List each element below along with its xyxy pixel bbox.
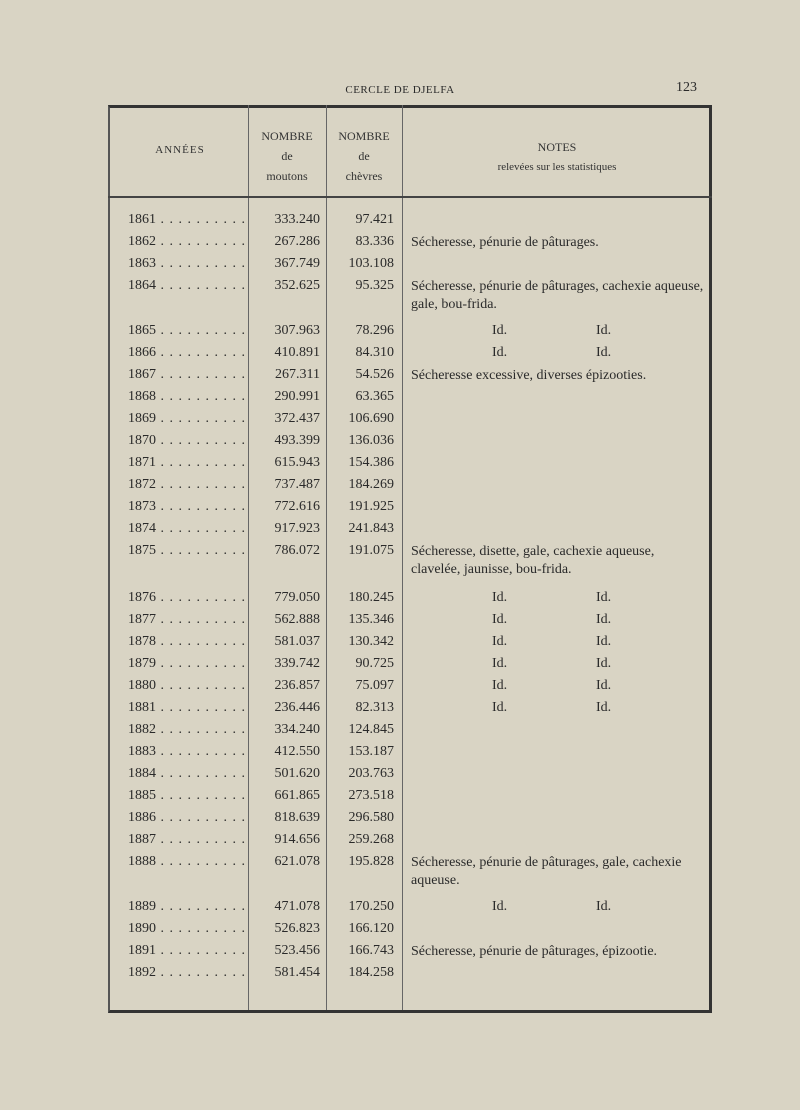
year-cell: 1890 . . . [128,921,246,937]
year-cell: 1886 . . . [128,810,246,826]
column-header-line: de [281,149,293,163]
column-header-line: relevées sur les statistiques [497,161,617,173]
note-cell: Sécheresse, disette, gale, cachexie aqueuse, clavelée, jaunisse, bou-frida. [411,544,655,577]
column-header-line: de [358,149,370,163]
table-row [0,234,800,256]
table-row [0,943,800,965]
year-cell: 1887 . . . [128,832,246,848]
moutons-cell: 818.639 [274,810,320,825]
note-ditto-cell: Id. [492,590,508,605]
moutons-cell: 410.891 [274,345,320,360]
year-cell: 1864 . . . [128,278,246,294]
column-header-annees: ANNÉES [155,144,205,156]
table-row [0,212,800,234]
table-row [0,700,800,722]
table-row [0,477,800,499]
year-cell: 1871 . . . [128,455,246,471]
moutons-cell: 914.656 [274,832,320,847]
note-ditto-cell: Id. [596,678,612,693]
chevres-cell: 166.743 [348,943,394,958]
note-ditto-cell: Id. [492,678,508,693]
chevres-cell: 103.108 [348,256,394,271]
chevres-cell: 259.268 [348,832,394,847]
moutons-cell: 267.311 [275,367,320,382]
chevres-cell: 78.296 [355,323,394,338]
chevres-cell: 90.725 [355,656,394,671]
chevres-cell: 273.518 [348,788,394,803]
year-cell: 1874 . . . [128,521,246,537]
year-cell: 1868 . . . [128,389,246,405]
note-ditto-cell: Id. [492,345,508,360]
chevres-cell: 97.421 [355,212,394,227]
chevres-cell: 54.526 [355,367,394,382]
year-cell: 1888 . . . [128,854,246,870]
note-ditto-cell: Id. [596,345,612,360]
table-row [0,433,800,455]
note-cell: Sécheresse, pénurie de pâturages. [411,235,599,250]
note-cell: Sécheresse, pénurie de pâturages, gale, cachexie aqueuse. [411,855,682,888]
year-cell: 1867 . . . [128,367,246,383]
note-ditto-cell: Id. [596,700,612,715]
moutons-cell: 621.078 [274,854,320,869]
table-row [0,278,800,312]
note-ditto-cell: Id. [596,323,612,338]
moutons-cell: 307.963 [274,323,320,338]
moutons-cell: 367.749 [274,256,320,271]
moutons-cell: 661.865 [274,788,320,803]
chevres-cell: 130.342 [348,634,394,649]
chevres-cell: 75.097 [355,678,394,693]
chevres-cell: 191.075 [348,543,394,558]
chevres-cell: 203.763 [348,766,394,781]
table-row [0,256,800,278]
chevres-cell: 83.336 [355,234,394,249]
year-cell: 1889 . . . [128,899,246,915]
note-ditto-cell: Id. [492,899,508,914]
year-cell: 1883 . . . [128,744,246,760]
year-cell: 1862 . . . [128,234,246,250]
table-row [0,766,800,788]
moutons-cell: 737.487 [274,477,320,492]
moutons-cell: 471.078 [274,899,320,914]
table-row [0,455,800,477]
chevres-cell: 170.250 [348,899,394,914]
table-row [0,788,800,810]
note-cell: Sécheresse, pénurie de pâturages, cachexie aqueuse, gale, bou-frida. [411,279,704,312]
page-header-title: CERCLE DE DJELFA [345,84,455,96]
table-row [0,965,800,987]
moutons-cell: 236.446 [274,700,320,715]
table-row [0,612,800,634]
year-cell: 1881 . . . [128,700,246,716]
moutons-cell: 339.742 [274,656,320,671]
moutons-cell: 493.399 [274,433,320,448]
moutons-cell: 267.286 [274,234,320,249]
moutons-cell: 562.888 [274,612,320,627]
year-cell: 1884 . . . [128,766,246,782]
chevres-cell: 106.690 [348,411,394,426]
note-ditto-cell: Id. [596,899,612,914]
year-cell: 1873 . . . [128,499,246,515]
year-cell: 1875 . . . [128,543,246,559]
note-ditto-cell: Id. [596,634,612,649]
note-cell: Sécheresse excessive, diverses épizooties. [411,368,647,383]
moutons-cell: 352.625 [274,278,320,293]
chevres-cell: 135.346 [348,612,394,627]
column-header-moutons [248,126,326,186]
chevres-cell: 82.313 [355,700,394,715]
table-row [0,854,800,888]
table-row [0,921,800,943]
table-row [0,367,800,389]
header-rule [108,196,712,198]
chevres-cell: 136.036 [348,433,394,448]
year-cell: 1872 . . . [128,477,246,493]
table-row [0,389,800,411]
note-ditto-cell: Id. [492,700,508,715]
moutons-cell: 779.050 [274,590,320,605]
column-header-chevres [326,126,402,186]
table-row [0,656,800,678]
year-cell: 1870 . . . [128,433,246,449]
year-cell: 1865 . . . [128,323,246,339]
column-header-line: moutons [266,169,308,183]
table-row [0,590,800,612]
year-cell: 1876 . . . [128,590,246,606]
moutons-cell: 786.072 [274,543,320,558]
moutons-cell: 917.923 [274,521,320,536]
moutons-cell: 772.616 [274,499,320,514]
year-cell: 1891 . . . [128,943,246,959]
year-cell: 1880 . . . [128,678,246,694]
table-row [0,832,800,854]
chevres-cell: 191.925 [348,499,394,514]
moutons-cell: 615.943 [274,455,320,470]
year-cell: 1866 . . . [128,345,246,361]
table-row [0,521,800,543]
chevres-cell: 195.828 [348,854,394,869]
year-cell: 1878 . . . [128,634,246,650]
year-cell: 1882 . . . [128,722,246,738]
table-row [0,411,800,433]
chevres-cell: 95.325 [355,278,394,293]
moutons-cell: 236.857 [274,678,320,693]
year-cell: 1885 . . . [128,788,246,804]
chevres-cell: 166.120 [348,921,394,936]
year-cell: 1861 . . . [128,212,246,228]
table-row [0,810,800,832]
table-row [0,323,800,345]
year-cell: 1863 . . . [128,256,246,272]
table-row [0,678,800,700]
year-cell: 1877 . . . [128,612,246,628]
note-ditto-cell: Id. [492,323,508,338]
moutons-cell: 334.240 [274,722,320,737]
note-cell: Sécheresse, pénurie de pâturages, épizootie. [411,944,658,959]
note-ditto-cell: Id. [596,612,612,627]
note-ditto-cell: Id. [492,656,508,671]
year-cell: 1869 . . . [128,411,246,427]
table-row [0,499,800,521]
moutons-cell: 290.991 [274,389,320,404]
note-ditto-cell: Id. [596,656,612,671]
year-cell: 1892 . . . [128,965,246,981]
moutons-cell: 581.454 [274,965,320,980]
table-row [0,543,800,577]
chevres-cell: 84.310 [355,345,394,360]
table-row [0,634,800,656]
moutons-cell: 333.240 [274,212,320,227]
column-header-line: chèvres [345,169,383,183]
page-number: 123 [676,80,697,95]
note-ditto-cell: Id. [596,590,612,605]
chevres-cell: 180.245 [348,590,394,605]
column-header-notes [402,137,712,177]
column-header-line: NOMBRE [261,129,313,143]
table-row [0,744,800,766]
chevres-cell: 241.843 [348,521,394,536]
chevres-cell: 124.845 [348,722,394,737]
moutons-cell: 523.456 [274,943,320,958]
moutons-cell: 501.620 [274,766,320,781]
moutons-cell: 581.037 [274,634,320,649]
chevres-cell: 153.187 [348,744,394,759]
note-ditto-cell: Id. [492,612,508,627]
year-cell: 1879 . . . [128,656,246,672]
chevres-cell: 184.258 [348,965,394,980]
chevres-cell: 154.386 [348,455,394,470]
note-ditto-cell: Id. [492,634,508,649]
moutons-cell: 412.550 [274,744,320,759]
table-row [0,722,800,744]
column-header-line: NOTES [537,140,577,154]
table-row [0,345,800,367]
table-row [0,899,800,921]
column-header-line: NOMBRE [338,129,390,143]
moutons-cell: 526.823 [274,921,320,936]
chevres-cell: 63.365 [355,389,394,404]
moutons-cell: 372.437 [274,411,320,426]
chevres-cell: 296.580 [348,810,394,825]
chevres-cell: 184.269 [348,477,394,492]
